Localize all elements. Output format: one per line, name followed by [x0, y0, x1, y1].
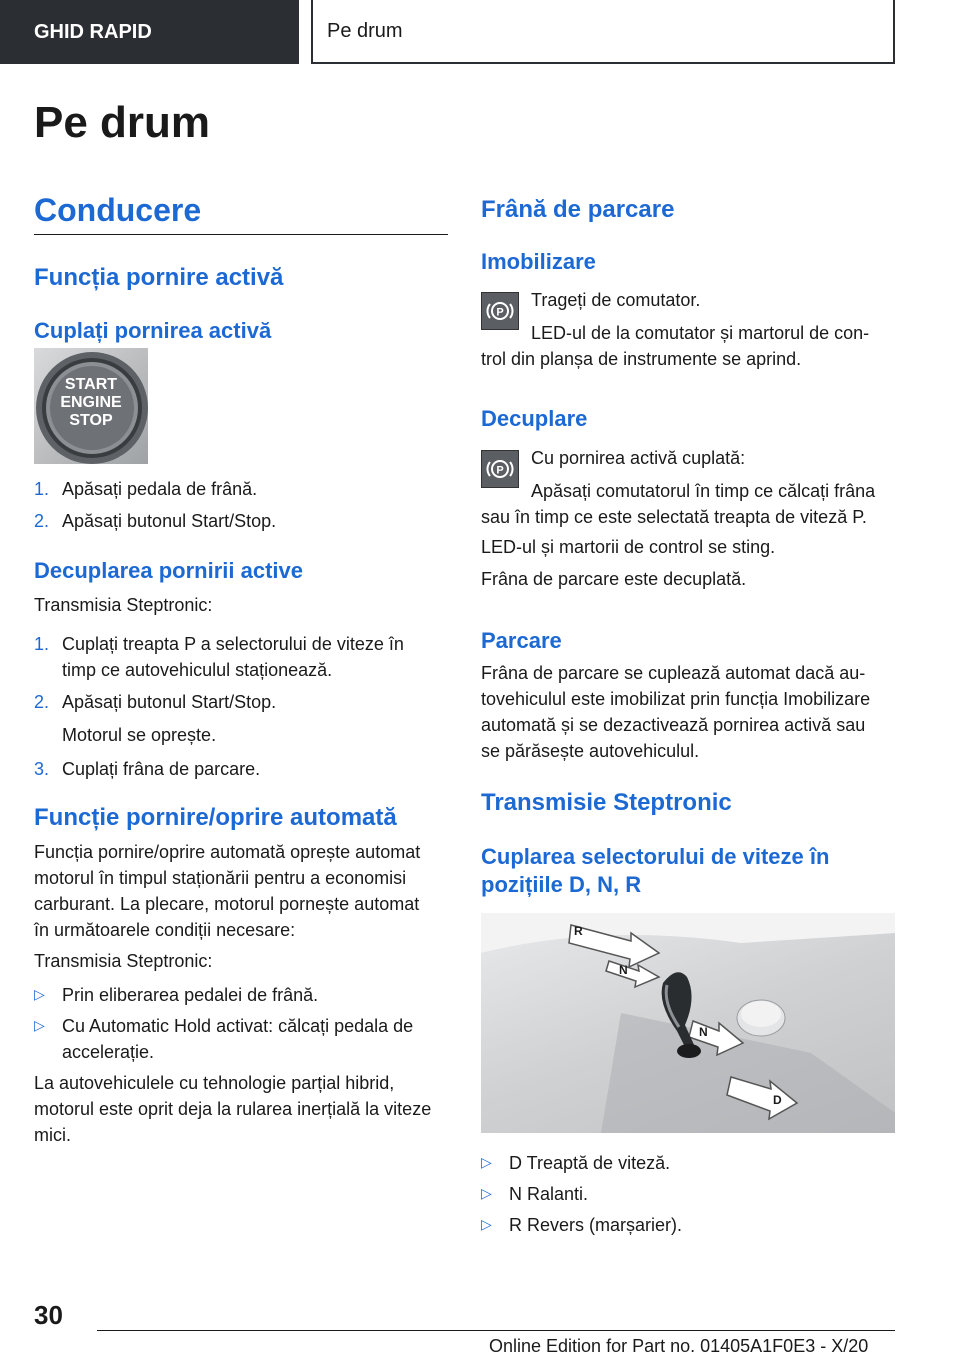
step-text: Apăsați pedala de frână.	[62, 479, 258, 499]
bullet-text: Prin eliberarea pedalei de frână.	[62, 985, 319, 1005]
step-number: 2.	[34, 692, 50, 712]
dec-text: Frâna de parcare este decuplată.	[481, 569, 747, 589]
parcare-line: automată și se dezactivează pornirea activă sau	[481, 715, 866, 735]
footer-edition: Online Edition for Part no. 01405A1F0E3 - X/20	[489, 1336, 869, 1356]
parking-brake-icon	[481, 450, 519, 488]
gear-selector-image	[481, 913, 895, 1133]
dec-text: Apăsați comutatorul în timp ce călcați frâna	[531, 481, 876, 501]
step-text: Cuplați treapta P a selectorului de viteze în	[62, 634, 404, 654]
heading-functia-pornire: Funcția pornire activă	[34, 264, 284, 291]
step-result: Motorul se oprește.	[62, 725, 217, 745]
step-text: Cuplați frâna de parcare.	[62, 759, 261, 779]
bullet-text-cont: accelerație.	[62, 1042, 155, 1062]
button-label-stop: STOP	[69, 412, 113, 429]
step-text: Apăsați butonul Start/Stop.	[62, 692, 277, 712]
bullet-text: Cu Automatic Hold activat: călcați pedala de	[62, 1016, 414, 1036]
dec-text-cont: sau în timp ce este selectată treapta de viteză P.	[481, 507, 867, 527]
imob-text: LED-ul de la comutator și martorul de con-	[531, 323, 870, 343]
imob-text: Trageți de comutator.	[531, 290, 701, 310]
gear-bullet-text: D Treaptă de viteză.	[509, 1153, 671, 1173]
heading-decuplare: Decuplare	[481, 406, 588, 431]
hybrid-line: La autovehiculele cu tehnologie parțial hibrid,	[34, 1073, 395, 1093]
heading-parcare: Parcare	[481, 628, 562, 653]
footer-rule	[97, 1330, 895, 1331]
dec-text: LED-ul și martorii de control se sting.	[481, 537, 776, 557]
step-text: Apăsați butonul Start/Stop.	[62, 511, 277, 531]
gear-label-n: N	[619, 963, 628, 977]
parking-brake-icon	[481, 292, 519, 330]
step-number: 3.	[34, 759, 50, 779]
step-text-cont: timp ce autovehiculul staționează.	[62, 660, 333, 680]
svg-text:P: P	[496, 464, 504, 477]
start-engine-button-image	[34, 348, 148, 464]
gear-bullet-text: N Ralanti.	[509, 1184, 589, 1204]
button-label-start: START	[64, 376, 118, 393]
hybrid-line: motorul este oprit deja la rularea inerțială la viteze	[34, 1099, 432, 1119]
button-label-engine: ENGINE	[60, 394, 122, 411]
bullet-triangle-icon: ▷	[34, 1017, 45, 1033]
dec-text: Cu pornirea activă cuplată:	[531, 448, 746, 468]
heading-conducere: Conducere	[34, 192, 202, 228]
section-rule	[34, 234, 448, 235]
heading-auto-start-stop: Funcție pornire/oprire automată	[34, 804, 397, 831]
heading-cuplarea-selector: Cuplarea selectorului de viteze în	[481, 844, 830, 869]
parcare-line: se părăsește autovehiculul.	[481, 741, 700, 761]
step-number: 1.	[34, 479, 50, 499]
step-number: 2.	[34, 511, 50, 531]
imob-text-cont: trol din planșa de instrumente se aprind.	[481, 349, 802, 369]
page-title: Pe drum	[34, 98, 211, 147]
transmisia-label: Transmisia Steptronic:	[34, 951, 213, 971]
bullet-triangle-icon: ▷	[481, 1185, 492, 1201]
auto-paragraph-line: Funcția pornire/oprire automată oprește automat	[34, 842, 421, 862]
parcare-line: Frâna de parcare se cuplează automat dacă au-	[481, 663, 866, 683]
gear-label-d: D	[773, 1093, 782, 1107]
bullet-triangle-icon: ▷	[34, 986, 45, 1002]
auto-paragraph-line: carburant. La plecare, motorul pornește automat	[34, 894, 420, 914]
bullet-triangle-icon: ▷	[481, 1154, 492, 1170]
gear-bullet-text: R Revers (marșarier).	[509, 1215, 683, 1235]
heading-transmisie-steptronic: Transmisie Steptronic	[481, 789, 732, 816]
heading-frana-parcare: Frână de parcare	[481, 196, 675, 223]
parcare-line: tovehiculul este imobilizat prin funcția Imobilizare	[481, 689, 871, 709]
header-chapter-tab: Pe drum	[311, 0, 895, 64]
svg-text:P: P	[496, 306, 504, 319]
heading-imobilizare: Imobilizare	[481, 249, 596, 274]
auto-paragraph-line: motorul în timpul staționării pentru a economisi	[34, 868, 407, 888]
gear-label-r: R	[574, 924, 583, 938]
step-number: 1.	[34, 634, 50, 654]
header-section-tab: GHID RAPID	[0, 0, 299, 64]
hybrid-line: mici.	[34, 1125, 71, 1145]
heading-decuplarea: Decuplarea pornirii active	[34, 558, 303, 583]
heading-cuplati-pornirea: Cuplați pornirea activă	[34, 318, 272, 343]
page-number: 30	[34, 1300, 63, 1330]
gear-label-n: N	[699, 1025, 708, 1039]
heading-cuplarea-selector-cont: pozițiile D, N, R	[481, 872, 642, 897]
bullet-triangle-icon: ▷	[481, 1216, 492, 1232]
auto-paragraph-line: în următoarele condiții necesare:	[34, 920, 296, 940]
transmisia-label: Transmisia Steptronic:	[34, 595, 213, 615]
